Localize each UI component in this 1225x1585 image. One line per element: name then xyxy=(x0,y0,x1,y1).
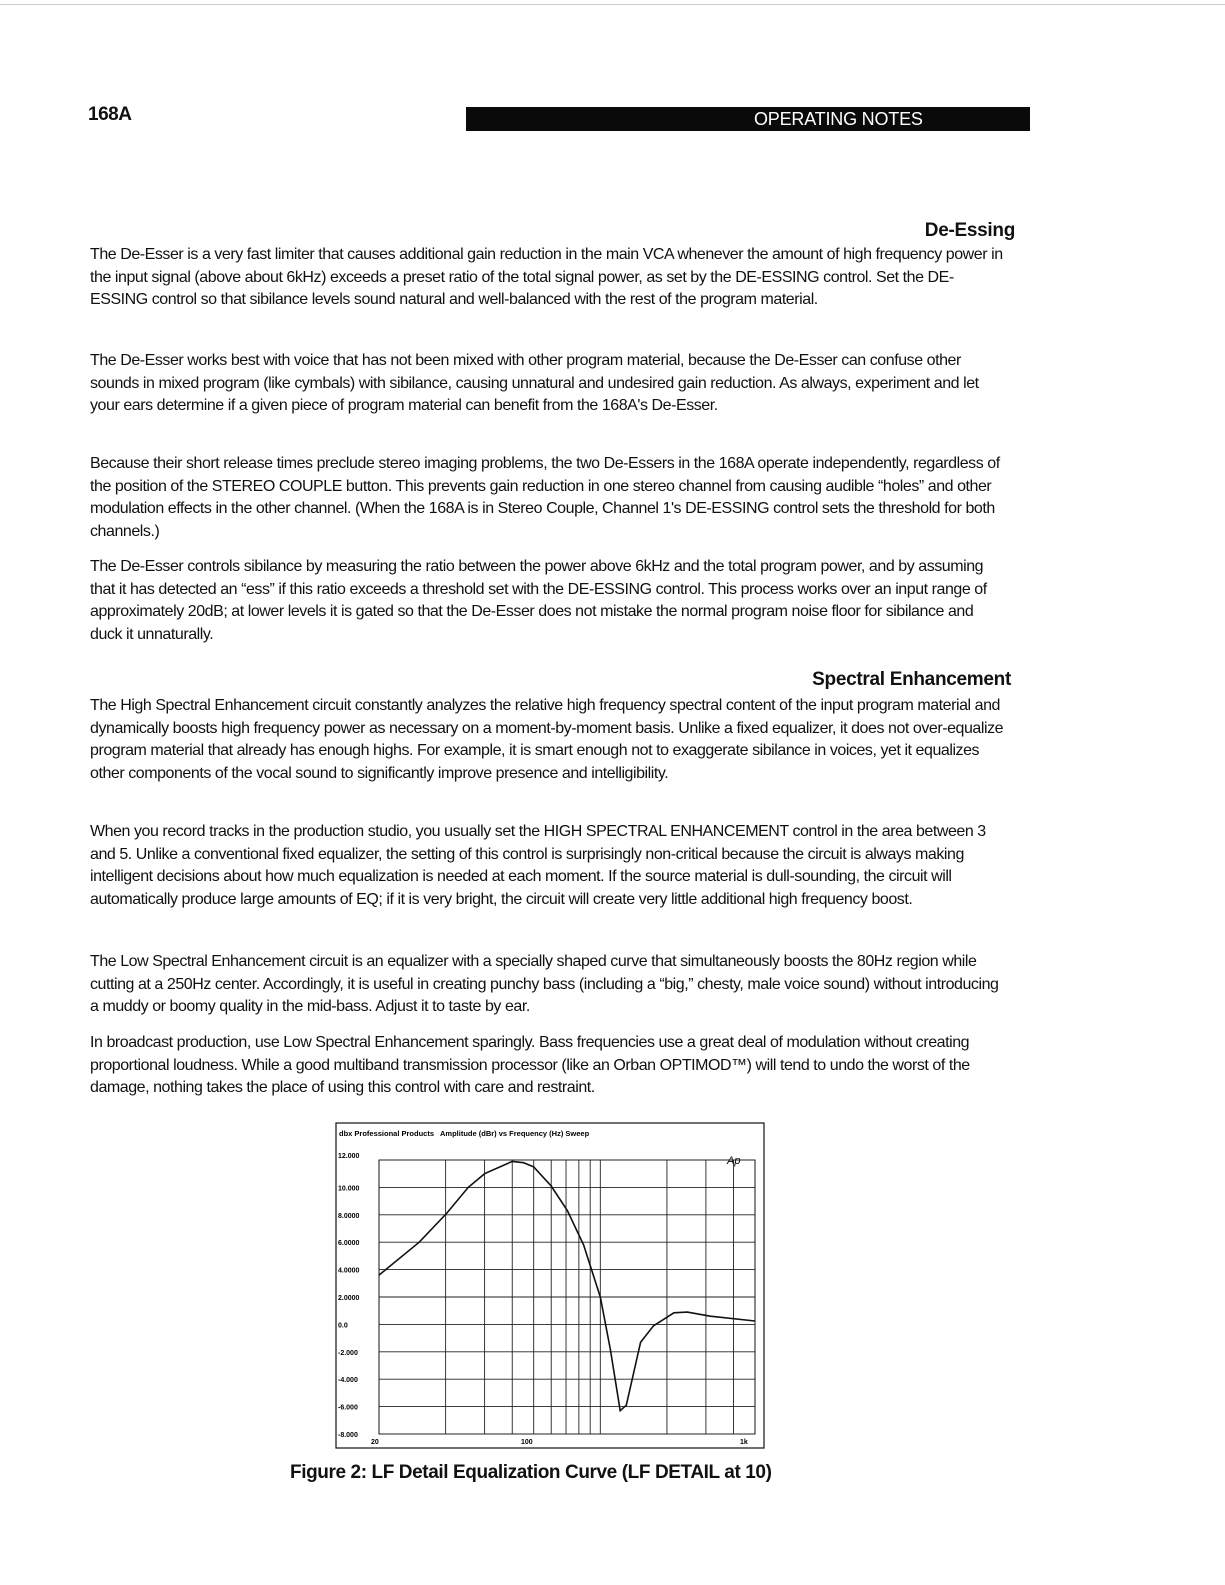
heading-spectral-enhancement: Spectral Enhancement xyxy=(812,669,1011,690)
x-tick-label: 100 xyxy=(521,1439,533,1446)
paragraph: In broadcast production, use Low Spectral Enhancement sparingly. Bass frequencies use a great deal of modulation without creating proportional loudness. While a good multiband transmission processor (like an Orban OPTIMOD™) will tend to undo the worst of the damage, nothing takes the place of using this control with care and restraint. xyxy=(90,1034,970,1097)
y-tick-label: 0.0 xyxy=(338,1322,348,1330)
y-tick-label: 12.000 xyxy=(338,1153,360,1160)
y-tick-label: 4.0000 xyxy=(338,1267,360,1275)
y-tick-label: -2.000 xyxy=(338,1349,358,1357)
paragraph: Because their short release times preclude stereo imaging problems, the two De-Essers in the 168A operate independently, regardless of the position of the STEREO COUPLE button. This prevents gain reduction in one stereo channel from causing audible “holes” and other modulation effects in the other channel. (When the 168A is in Stereo Couple, Channel 1's DE-ESSING control sets the threshold for both channels.) xyxy=(90,455,1000,540)
y-tick-label: -6.000 xyxy=(338,1404,358,1412)
x-tick-label: 20 xyxy=(371,1439,379,1446)
eq-curve-chart xyxy=(335,1122,767,1450)
paragraph: The De-Esser works best with voice that has not been mixed with other program material, because the De-Esser can confuse other sounds in mixed program (like cymbals) with sibilance, causing unnatural and undesired gain reduction. As always, experiment and let your ears determine if a given piece of program material can benefit from the 168A's De-Esser. xyxy=(90,352,979,415)
paragraph: The De-Esser controls sibilance by measuring the ratio between the power above 6kHz and the total program power, and by assuming that it has detected an “ess” if this ratio exceeds a threshold set with the DE-ESSING control. This process works over an input range of approximately 20dB; at lower levels it is gated so that the De-Esser does not mistake the normal program noise floor for sibilance and duck it unnaturally. xyxy=(90,558,987,643)
figure-caption: Figure 2: LF Detail Equalization Curve (LF DETAIL at 10) xyxy=(290,1462,772,1483)
scan-edge xyxy=(0,4,1225,5)
y-tick-label: -8.000 xyxy=(338,1432,358,1439)
x-tick-label: 1k xyxy=(740,1439,748,1446)
chart-title: dbx Professional Products Amplitude (dBr) vs Frequency (Hz) Sweep xyxy=(339,1129,590,1138)
heading-de-essing: De-Essing xyxy=(924,220,1015,241)
y-tick-label: 6.0000 xyxy=(338,1240,360,1248)
y-tick-label: -4.000 xyxy=(338,1377,358,1385)
ap-logo: Ap xyxy=(727,1155,741,1167)
chart-frame xyxy=(336,1123,764,1448)
paragraph: The High Spectral Enhancement circuit constantly analyzes the relative high frequency spectral content of the input program material and dynamically boosts high frequency power as necessary on a moment-by-moment basis. Unlike a fixed equalizer, it does not over-equalize program material that already has enough highs. For example, it is smart enough not to exaggerate sibilance in voices, yet it equalizes other components of the vocal sound to significantly improve presence and intelligibility. xyxy=(90,697,1004,782)
paragraph: The Low Spectral Enhancement circuit is an equalizer with a specially shaped curve that simultaneously boosts the 80Hz region while cutting at a 250Hz center. Accordingly, it is useful in creating punchy bass (including a “big,” chesty, male voice sound) without introducing a muddy or boomy quality in the mid-bass. Adjust it to taste by ear. xyxy=(90,953,999,1016)
paragraph: The De-Esser is a very fast limiter that causes additional gain reduction in the main VCA whenever the amount of high frequency power in the input signal (above about 6kHz) exceeds a preset ratio of the total signal power, as set by the DE-ESSING control. Set the DE-ESSING control so that sibilance levels sound natural and well-balanced with the rest of the program material. xyxy=(90,246,1003,309)
y-tick-label: 10.000 xyxy=(338,1185,360,1193)
model-label: 168A xyxy=(88,104,132,125)
y-tick-label: 2.0000 xyxy=(338,1295,360,1302)
section-title: OPERATING NOTES xyxy=(754,109,923,129)
section-banner xyxy=(466,107,1030,131)
paragraph: When you record tracks in the production studio, you usually set the HIGH SPECTRAL ENHANCEMENT control in the area between 3 and 5. Unlike a conventional fixed equalizer, the setting of this control is surprisingly non-critical because the circuit is always making intelligent decisions about how much equalization is needed at each moment. If the source material is dull-sounding, the circuit will automatically produce large amounts of EQ; if it is very bright, the circuit will create very little additional high frequency boost. xyxy=(90,823,986,908)
y-tick-label: 8.0000 xyxy=(338,1212,360,1220)
